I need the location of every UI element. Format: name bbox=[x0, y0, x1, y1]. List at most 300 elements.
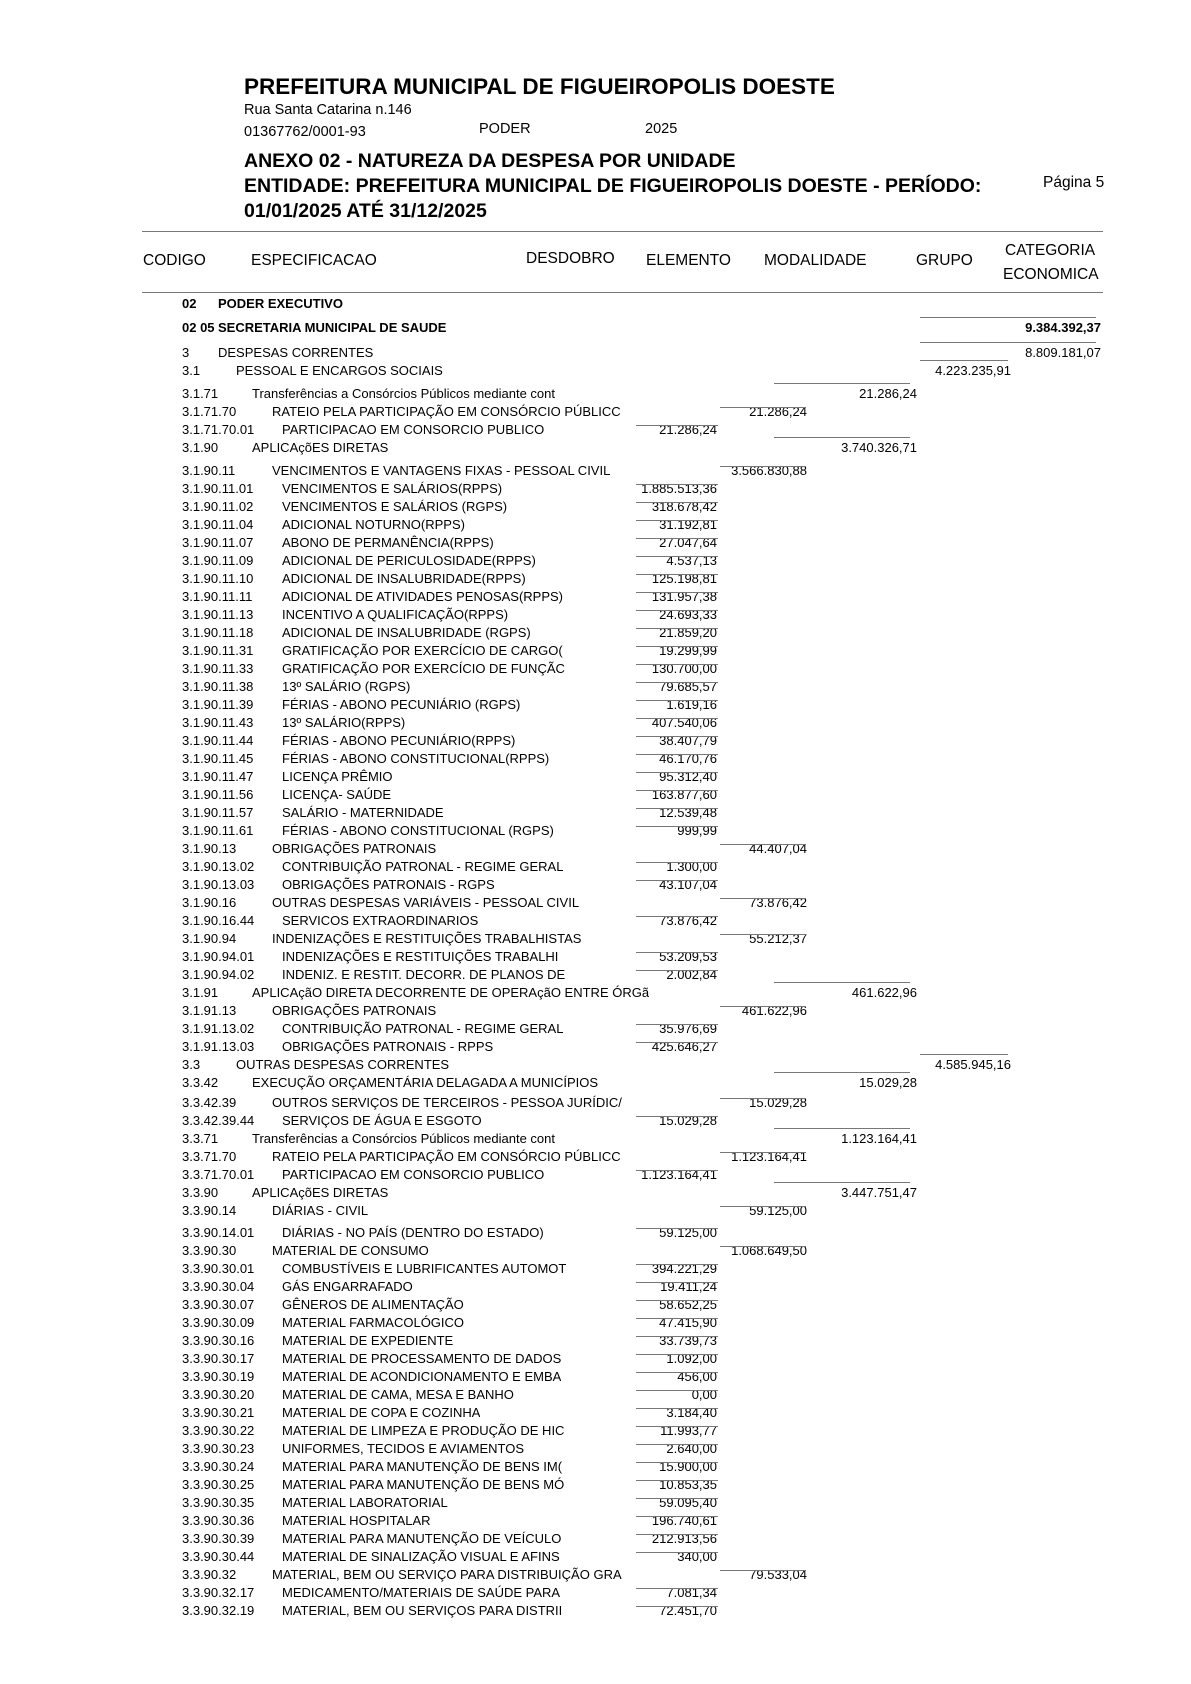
element-value: 21.859,20 bbox=[659, 625, 717, 640]
element-value: 340,00 bbox=[677, 1549, 717, 1564]
row-description: MATERIAL DE ACONDICIONAMENTO E EMBA bbox=[282, 1369, 562, 1384]
row-code: 3.1.91.13.03 bbox=[182, 1039, 255, 1054]
row-code: 3.3.90.32.17 bbox=[182, 1585, 255, 1600]
row-code: 3.1.90.11.04 bbox=[182, 517, 254, 532]
row-description: APLICAçõES DIRETAS bbox=[252, 440, 389, 455]
element-value: 12.539,48 bbox=[659, 805, 717, 820]
row-description: INDENIZAÇÕES E RESTITUIÇÕES TRABALHI bbox=[282, 949, 559, 964]
element-value: 3.184,40 bbox=[666, 1405, 717, 1420]
subtotal-rule bbox=[636, 754, 718, 755]
row-description: MATERIAL LABORATORIAL bbox=[282, 1495, 448, 1510]
row-code: 3.1.71 bbox=[182, 386, 219, 401]
modalidade-value: 15.029,28 bbox=[749, 1095, 807, 1110]
subtotal-rule bbox=[636, 1462, 718, 1463]
row-description: SERVICOS EXTRAORDINARIOS bbox=[282, 913, 479, 928]
annex-title: ANEXO 02 - NATUREZA DA DESPESA POR UNIDADE bbox=[244, 150, 736, 172]
element-value: 999,99 bbox=[677, 823, 717, 838]
row-code: 3.3.90.30.07 bbox=[182, 1297, 255, 1312]
row-description: ADICIONAL DE ATIVIDADES PENOSAS(RPPS) bbox=[282, 589, 564, 604]
row-code: 3.1.90.11.02 bbox=[182, 499, 254, 514]
row-code: 3.1.90 bbox=[182, 440, 219, 455]
element-value: 196.740,61 bbox=[651, 1513, 717, 1528]
subtotal-rule bbox=[720, 1206, 806, 1207]
row-description: MATERIAL PARA MANUTENÇÃO DE VEÍCULO bbox=[282, 1531, 562, 1546]
row-description: FÉRIAS - ABONO CONSTITUCIONAL(RPPS) bbox=[282, 751, 550, 766]
subtotal-rule bbox=[636, 1170, 718, 1171]
element-value: 7.081,34 bbox=[666, 1585, 717, 1600]
subtotal-rule bbox=[920, 342, 1096, 343]
element-value: 1.123.164,41 bbox=[641, 1167, 717, 1182]
row-description: INDENIZ. E RESTIT. DECORR. DE PLANOS DE bbox=[282, 967, 566, 982]
subtotal-rule bbox=[636, 952, 718, 953]
subtotal-rule bbox=[636, 1606, 718, 1607]
modalidade-value: 3.566.830,88 bbox=[731, 463, 807, 478]
element-value: 11.993,77 bbox=[660, 1423, 717, 1438]
row-code: 3.1.90.11.56 bbox=[182, 787, 254, 802]
group-value: 3.740.326,71 bbox=[841, 440, 917, 455]
col-grupo: GRUPO bbox=[916, 252, 973, 269]
grupo-total: 4.585.945,16 bbox=[935, 1057, 1011, 1072]
element-value: 19.299,99 bbox=[659, 643, 717, 658]
row-description: FÉRIAS - ABONO PECUNIÁRIO(RPPS) bbox=[282, 733, 516, 748]
row-code: 3.1.90.11.38 bbox=[182, 679, 254, 694]
subtotal-rule bbox=[636, 1534, 718, 1535]
row-code: 3.3.90.30.17 bbox=[182, 1351, 255, 1366]
element-value: 2.002,84 bbox=[666, 967, 717, 982]
row-description: MATERIAL DE LIMPEZA E PRODUÇÃO DE HIC bbox=[282, 1423, 565, 1438]
element-value: 1.885.513,36 bbox=[641, 481, 717, 496]
row-description: SECRETARIA MUNICIPAL DE SAUDE bbox=[218, 320, 447, 335]
subtotal-rule bbox=[636, 916, 718, 917]
row-code: 3.3.42 bbox=[182, 1075, 219, 1090]
group-value: 461.622,96 bbox=[851, 985, 917, 1000]
row-code: 3.3.71 bbox=[182, 1131, 219, 1146]
subtotal-rule bbox=[636, 880, 718, 881]
subtotal-rule bbox=[636, 736, 718, 737]
element-value: 58.652,25 bbox=[659, 1297, 717, 1312]
row-description: INDENIZAÇÕES E RESTITUIÇÕES TRABALHISTAS bbox=[272, 931, 582, 946]
subtotal-rule bbox=[636, 1552, 718, 1553]
element-value: 0,00 bbox=[691, 1387, 717, 1402]
subtotal-rule bbox=[636, 1426, 718, 1427]
row-code: 3.1.90.11.07 bbox=[182, 535, 254, 550]
row-description: GÊNEROS DE ALIMENTAÇÃO bbox=[282, 1297, 464, 1312]
element-value: 53.209,53 bbox=[659, 949, 717, 964]
subtotal-rule bbox=[774, 437, 910, 438]
element-value: 72.451,70 bbox=[659, 1603, 717, 1618]
subtotal-rule bbox=[636, 664, 718, 665]
row-code: 3.3.90.30.35 bbox=[182, 1495, 255, 1510]
row-code: 02 bbox=[182, 296, 197, 311]
row-code: 3.3 bbox=[182, 1057, 201, 1072]
row-description: Transferências a Consórcios Públicos mediante cont bbox=[252, 386, 555, 401]
element-value: 125.198,81 bbox=[651, 571, 717, 586]
page-number: Página 5 bbox=[1043, 174, 1105, 191]
row-description: SALÁRIO - MATERNIDADE bbox=[282, 805, 444, 820]
row-description: OBRIGAÇÕES PATRONAIS bbox=[272, 1003, 437, 1018]
report-title: PREFEITURA MUNICIPAL DE FIGUEIROPOLIS DOESTE bbox=[244, 74, 835, 99]
subtotal-rule bbox=[720, 466, 806, 467]
row-description: ADICIONAL DE PERICULOSIDADE(RPPS) bbox=[282, 553, 536, 568]
row-description: RATEIO PELA PARTICIPAÇÃO EM CONSÓRCIO PÚBLICC bbox=[272, 404, 621, 419]
subtotal-rule bbox=[636, 718, 718, 719]
row-description: MEDICAMENTO/MATERIAIS DE SAÚDE PARA bbox=[282, 1585, 561, 1600]
row-code: 3.3.90.32 bbox=[182, 1567, 237, 1582]
subtotal-rule bbox=[636, 1300, 718, 1301]
row-description: FÉRIAS - ABONO CONSTITUCIONAL (RGPS) bbox=[282, 823, 554, 838]
row-code: 3.1.71.70 bbox=[182, 404, 237, 419]
row-description: APLICAçõES DIRETAS bbox=[252, 1185, 389, 1200]
element-value: 131.957,38 bbox=[651, 589, 717, 604]
modalidade-value: 44.407,04 bbox=[749, 841, 807, 856]
element-value: 35.976,69 bbox=[659, 1021, 717, 1036]
row-description: PARTICIPACAO EM CONSORCIO PUBLICO bbox=[282, 422, 545, 437]
row-description: MATERIAL DE CAMA, MESA E BANHO bbox=[282, 1387, 514, 1402]
row-description: GÁS ENGARRAFADO bbox=[282, 1279, 413, 1294]
col-modalidade: MODALIDADE bbox=[764, 252, 867, 269]
subtotal-rule bbox=[720, 898, 806, 899]
subtotal-rule bbox=[636, 1372, 718, 1373]
row-description: MATERIAL HOSPITALAR bbox=[282, 1513, 431, 1528]
subtotal-rule bbox=[636, 1116, 718, 1117]
row-code: 3.1.90.11.43 bbox=[182, 715, 254, 730]
row-description: PARTICIPACAO EM CONSORCIO PUBLICO bbox=[282, 1167, 545, 1182]
row-code: 3.3.90.30.16 bbox=[182, 1333, 255, 1348]
subtotal-rule bbox=[636, 1228, 718, 1229]
subtotal-rule bbox=[636, 502, 718, 503]
row-code: 3.1.90.11.44 bbox=[182, 733, 254, 748]
row-description: PESSOAL E ENCARGOS SOCIAIS bbox=[236, 363, 443, 378]
row-code: 3.1.90.94.01 bbox=[182, 949, 255, 964]
column-header-rule bbox=[142, 292, 1103, 293]
row-code: 3.3.90.14 bbox=[182, 1203, 237, 1218]
row-description: OBRIGAÇÕES PATRONAIS bbox=[272, 841, 437, 856]
row-description: APLICAçãO DIRETA DECORRENTE DE OPERAçãO ENTRE ÓRGã bbox=[252, 985, 650, 1000]
element-value: 46.170,76 bbox=[659, 751, 717, 766]
row-code: 02 05 bbox=[182, 320, 215, 335]
element-value: 1.619,16 bbox=[666, 697, 717, 712]
row-description: OBRIGAÇÕES PATRONAIS - RGPS bbox=[282, 877, 495, 892]
row-description: LICENÇA PRÊMIO bbox=[282, 769, 393, 784]
row-code: 3.1.91 bbox=[182, 985, 219, 1000]
subtotal-rule bbox=[636, 425, 718, 426]
row-code: 3.1.90.11.45 bbox=[182, 751, 254, 766]
entity-line-1: ENTIDADE: PREFEITURA MUNICIPAL DE FIGUEIROPOLIS DOESTE - PERÍODO: bbox=[244, 175, 982, 197]
element-value: 47.415,90 bbox=[659, 1315, 717, 1330]
row-code: 3.3.90.30.25 bbox=[182, 1477, 255, 1492]
row-description: VENCIMENTOS E SALÁRIOS(RPPS) bbox=[282, 481, 503, 496]
grupo-total: 4.223.235,91 bbox=[935, 363, 1011, 378]
row-code: 3.1.90.11.47 bbox=[182, 769, 254, 784]
year: 2025 bbox=[645, 121, 678, 137]
row-description: GRATIFICAÇÃO POR EXERCÍCIO DE CARGO( bbox=[282, 643, 563, 658]
row-description: ABONO DE PERMANÊNCIA(RPPS) bbox=[282, 535, 494, 550]
subtotal-rule bbox=[774, 1128, 910, 1129]
row-code: 3.3.90 bbox=[182, 1185, 219, 1200]
subtotal-rule bbox=[636, 1390, 718, 1391]
row-description: RATEIO PELA PARTICIPAÇÃO EM CONSÓRCIO PÚBLICC bbox=[272, 1149, 621, 1164]
subtotal-rule bbox=[636, 646, 718, 647]
row-description: VENCIMENTOS E VANTAGENS FIXAS - PESSOAL CIVIL bbox=[272, 463, 611, 478]
cnpj: 01367762/0001-93 bbox=[244, 124, 366, 140]
row-code: 3.3.90.30.19 bbox=[182, 1369, 255, 1384]
category-value: 8.809.181,07 bbox=[1025, 345, 1101, 360]
row-code: 3.1.90.13 bbox=[182, 841, 237, 856]
element-value: 2.640,00 bbox=[666, 1441, 717, 1456]
row-description: FÉRIAS - ABONO PECUNIÁRIO (RGPS) bbox=[282, 697, 521, 712]
row-description: MATERIAL DE SINALIZAÇÃO VISUAL E AFINS bbox=[282, 1549, 560, 1564]
row-code: 3.1.90.11.13 bbox=[182, 607, 254, 622]
row-description: MATERIAL PARA MANUTENÇÃO DE BENS IM( bbox=[282, 1459, 563, 1474]
col-especificacao: ESPECIFICACAO bbox=[251, 252, 377, 269]
modalidade-value: 59.125,00 bbox=[749, 1203, 807, 1218]
row-code: 3.1.90.11.18 bbox=[182, 625, 254, 640]
row-code: 3.1.90.11.11 bbox=[182, 589, 253, 604]
subtotal-rule bbox=[636, 520, 718, 521]
subtotal-rule bbox=[774, 982, 910, 983]
row-description: GRATIFICAÇÃO POR EXERCÍCIO DE FUNÇÃC bbox=[282, 661, 565, 676]
subtotal-rule bbox=[636, 1024, 718, 1025]
subtotal-rule bbox=[774, 383, 910, 384]
row-description: OUTRAS DESPESAS CORRENTES bbox=[236, 1057, 450, 1072]
subtotal-rule bbox=[720, 934, 806, 935]
row-description: INCENTIVO A QUALIFICAÇÃO(RPPS) bbox=[282, 607, 509, 622]
element-value: 21.286,24 bbox=[659, 422, 717, 437]
row-code: 3.3.90.30.36 bbox=[182, 1513, 255, 1528]
subtotal-rule bbox=[636, 790, 718, 791]
element-value: 394.221,29 bbox=[651, 1261, 717, 1276]
row-code: 3.3.90.30.39 bbox=[182, 1531, 255, 1546]
row-code: 3.3.90.30.20 bbox=[182, 1387, 255, 1402]
modalidade-value: 461.622,96 bbox=[741, 1003, 807, 1018]
row-description: MATERIAL, BEM OU SERVIÇO PARA DISTRIBUIÇÃO GRA bbox=[272, 1567, 622, 1582]
category-value: 9.384.392,37 bbox=[1025, 320, 1101, 335]
row-description: MATERIAL DE COPA E COZINHA bbox=[282, 1405, 481, 1420]
row-code: 3.1.90.16 bbox=[182, 895, 237, 910]
element-value: 212.913,56 bbox=[651, 1531, 717, 1546]
row-code: 3.1.91.13 bbox=[182, 1003, 237, 1018]
subtotal-rule bbox=[720, 407, 806, 408]
subtotal-rule bbox=[636, 1354, 718, 1355]
subtotal-rule bbox=[636, 1444, 718, 1445]
row-description: 13º SALÁRIO(RPPS) bbox=[282, 715, 406, 730]
row-code: 3.3.90.14.01 bbox=[182, 1225, 255, 1240]
row-description: VENCIMENTOS E SALÁRIOS (RGPS) bbox=[282, 499, 508, 514]
row-code: 3.3.42.39 bbox=[182, 1095, 237, 1110]
subtotal-rule bbox=[636, 484, 718, 485]
row-code: 3.3.90.30.22 bbox=[182, 1423, 255, 1438]
group-value: 1.123.164,41 bbox=[841, 1131, 917, 1146]
row-description: ADICIONAL NOTURNO(RPPS) bbox=[282, 517, 465, 532]
row-code: 3.3.90.32.19 bbox=[182, 1603, 255, 1618]
row-code: 3.3.90.30.24 bbox=[182, 1459, 255, 1474]
element-value: 43.107,04 bbox=[659, 877, 717, 892]
row-code: 3.1.90.13.02 bbox=[182, 859, 255, 874]
element-value: 318.678,42 bbox=[651, 499, 717, 514]
subtotal-rule bbox=[636, 862, 718, 863]
subtotal-rule bbox=[636, 1480, 718, 1481]
row-code: 3.3.90.30.23 bbox=[182, 1441, 255, 1456]
row-description: ADICIONAL DE INSALUBRIDADE(RPPS) bbox=[282, 571, 526, 586]
row-code: 3.1.90.11.01 bbox=[182, 481, 254, 496]
entity-line-2: 01/01/2025 ATÉ 31/12/2025 bbox=[244, 200, 487, 222]
row-description: EXECUÇÃO ORÇAMENTÁRIA DELAGADA A MUNICÍPIOS bbox=[252, 1075, 599, 1090]
group-value: 3.447.751,47 bbox=[841, 1185, 917, 1200]
element-value: 1.300,00 bbox=[666, 859, 717, 874]
element-value: 27.047,64 bbox=[659, 535, 717, 550]
row-description: MATERIAL, BEM OU SERVIÇOS PARA DISTRII bbox=[282, 1603, 563, 1618]
row-description: ADICIONAL DE INSALUBRIDADE (RGPS) bbox=[282, 625, 531, 640]
row-code: 3.1.90.11.31 bbox=[182, 643, 254, 658]
subtotal-rule bbox=[774, 1182, 910, 1183]
row-code: 3.1.71.70.01 bbox=[182, 422, 255, 437]
element-value: 4.537,13 bbox=[666, 553, 717, 568]
row-description: OUTRAS DESPESAS VARIÁVEIS - PESSOAL CIVIL bbox=[272, 895, 580, 910]
row-code: 3.1.91.13.02 bbox=[182, 1021, 255, 1036]
row-description: CONTRIBUIÇÃO PATRONAL - REGIME GERAL bbox=[282, 859, 564, 874]
row-code: 3.1.90.11 bbox=[182, 463, 236, 478]
subtotal-rule bbox=[636, 1336, 718, 1337]
subtotal-rule bbox=[636, 970, 718, 971]
row-description: DESPESAS CORRENTES bbox=[218, 345, 374, 360]
element-value: 15.900,00 bbox=[659, 1459, 717, 1474]
modalidade-value: 79.533,04 bbox=[749, 1567, 807, 1582]
subtotal-rule bbox=[920, 317, 1096, 318]
row-code: 3.3.71.70 bbox=[182, 1149, 237, 1164]
row-description: SERVIÇOS DE ÁGUA E ESGOTO bbox=[282, 1113, 482, 1128]
subtotal-rule bbox=[636, 1282, 718, 1283]
row-code: 3.1.90.11.39 bbox=[182, 697, 254, 712]
subtotal-rule bbox=[636, 592, 718, 593]
element-value: 15.029,28 bbox=[659, 1113, 717, 1128]
modalidade-value: 55.212,37 bbox=[749, 931, 807, 946]
subtotal-rule bbox=[636, 1264, 718, 1265]
element-value: 456,00 bbox=[677, 1369, 717, 1384]
row-description: MATERIAL DE PROCESSAMENTO DE DADOS bbox=[282, 1351, 562, 1366]
element-value: 407.540,06 bbox=[651, 715, 717, 730]
element-value: 38.407,79 bbox=[659, 733, 717, 748]
col-codigo: CODIGO bbox=[143, 252, 206, 269]
row-description: CONTRIBUIÇÃO PATRONAL - REGIME GERAL bbox=[282, 1021, 564, 1036]
subtotal-rule bbox=[920, 1054, 1008, 1055]
row-code: 3.3.90.30.04 bbox=[182, 1279, 255, 1294]
row-code: 3.1.90.11.10 bbox=[182, 571, 254, 586]
row-code: 3 bbox=[182, 345, 190, 360]
row-code: 3.3.90.30.09 bbox=[182, 1315, 255, 1330]
group-value: 21.286,24 bbox=[859, 386, 917, 401]
subtotal-rule bbox=[636, 808, 718, 809]
row-code: 3.1.90.11.33 bbox=[182, 661, 254, 676]
row-description: COMBUSTÍVEIS E LUBRIFICANTES AUTOMOT bbox=[282, 1261, 567, 1276]
subtotal-rule bbox=[636, 556, 718, 557]
col-elemento: ELEMENTO bbox=[646, 252, 731, 269]
poder-label: PODER bbox=[479, 121, 531, 137]
row-description: UNIFORMES, TECIDOS E AVIAMENTOS bbox=[282, 1441, 524, 1456]
subtotal-rule bbox=[636, 538, 718, 539]
element-value: 95.312,40 bbox=[659, 769, 717, 784]
modalidade-value: 73.876,42 bbox=[749, 895, 807, 910]
row-description: MATERIAL PARA MANUTENÇÃO DE BENS MÓ bbox=[282, 1477, 565, 1492]
element-value: 31.192,81 bbox=[659, 517, 717, 532]
element-value: 19.411,24 bbox=[660, 1279, 717, 1294]
element-value: 130.700,00 bbox=[651, 661, 717, 676]
row-code: 3.1.90.13.03 bbox=[182, 877, 255, 892]
row-description: OBRIGAÇÕES PATRONAIS - RPPS bbox=[282, 1039, 494, 1054]
element-value: 79.685,57 bbox=[659, 679, 717, 694]
modalidade-value: 21.286,24 bbox=[749, 404, 807, 419]
row-description: Transferências a Consórcios Públicos mediante cont bbox=[252, 1131, 555, 1146]
subtotal-rule bbox=[720, 1246, 806, 1247]
subtotal-rule bbox=[636, 628, 718, 629]
subtotal-rule bbox=[636, 1516, 718, 1517]
row-code: 3.1.90.11.09 bbox=[182, 553, 254, 568]
header-rule bbox=[142, 231, 1103, 232]
row-code: 3.3.90.30.01 bbox=[182, 1261, 255, 1276]
subtotal-rule bbox=[636, 1588, 718, 1589]
modalidade-value: 1.068.649,50 bbox=[731, 1243, 807, 1258]
row-description: DIÁRIAS - CIVIL bbox=[272, 1203, 369, 1218]
element-value: 24.693,33 bbox=[659, 607, 717, 622]
col-economica: ECONOMICA bbox=[1003, 266, 1099, 283]
row-code: 3.3.90.30.44 bbox=[182, 1549, 255, 1564]
subtotal-rule bbox=[636, 772, 718, 773]
subtotal-rule bbox=[774, 1072, 910, 1073]
subtotal-rule bbox=[636, 1318, 718, 1319]
element-value: 59.095,40 bbox=[659, 1495, 717, 1510]
row-code: 3.1.90.11.57 bbox=[182, 805, 254, 820]
row-code: 3.3.42.39.44 bbox=[182, 1113, 255, 1128]
subtotal-rule bbox=[636, 1408, 718, 1409]
row-description: 13º SALÁRIO (RGPS) bbox=[282, 679, 411, 694]
row-code: 3.1.90.11.61 bbox=[182, 823, 254, 838]
row-description: MATERIAL DE CONSUMO bbox=[272, 1243, 429, 1258]
row-description: MATERIAL DE EXPEDIENTE bbox=[282, 1333, 454, 1348]
group-value: 15.029,28 bbox=[859, 1075, 917, 1090]
element-value: 1.092,00 bbox=[666, 1351, 717, 1366]
element-value: 163.877,60 bbox=[651, 787, 717, 802]
row-description: MATERIAL FARMACOLÓGICO bbox=[282, 1315, 465, 1330]
row-code: 3.1.90.94.02 bbox=[182, 967, 255, 982]
row-code: 3.3.90.30 bbox=[182, 1243, 237, 1258]
col-categoria: CATEGORIA bbox=[1005, 242, 1096, 259]
element-value: 59.125,00 bbox=[659, 1225, 717, 1240]
element-value: 33.739,73 bbox=[659, 1333, 717, 1348]
col-desdobro: DESDOBRO bbox=[526, 250, 615, 267]
row-code: 3.1.90.16.44 bbox=[182, 913, 255, 928]
subtotal-rule bbox=[720, 844, 806, 845]
subtotal-rule bbox=[920, 360, 1008, 361]
subtotal-rule bbox=[636, 1042, 718, 1043]
subtotal-rule bbox=[636, 610, 718, 611]
row-description: LICENÇA- SAÚDE bbox=[282, 787, 392, 802]
row-code: 3.3.71.70.01 bbox=[182, 1167, 255, 1182]
element-value: 10.853,35 bbox=[659, 1477, 717, 1492]
element-value: 425.646,27 bbox=[651, 1039, 717, 1054]
subtotal-rule bbox=[720, 1570, 806, 1571]
subtotal-rule bbox=[636, 574, 718, 575]
row-description: PODER EXECUTIVO bbox=[218, 296, 343, 311]
subtotal-rule bbox=[720, 1006, 806, 1007]
subtotal-rule bbox=[636, 682, 718, 683]
row-code: 3.1 bbox=[182, 363, 201, 378]
address: Rua Santa Catarina n.146 bbox=[244, 102, 412, 118]
element-value: 73.876,42 bbox=[659, 913, 717, 928]
row-code: 3.3.90.30.21 bbox=[182, 1405, 255, 1420]
row-description: OUTROS SERVIÇOS DE TERCEIROS - PESSOA JURÍDIC/ bbox=[272, 1095, 622, 1110]
subtotal-rule bbox=[636, 700, 718, 701]
subtotal-rule bbox=[636, 826, 718, 827]
subtotal-rule bbox=[720, 1152, 806, 1153]
